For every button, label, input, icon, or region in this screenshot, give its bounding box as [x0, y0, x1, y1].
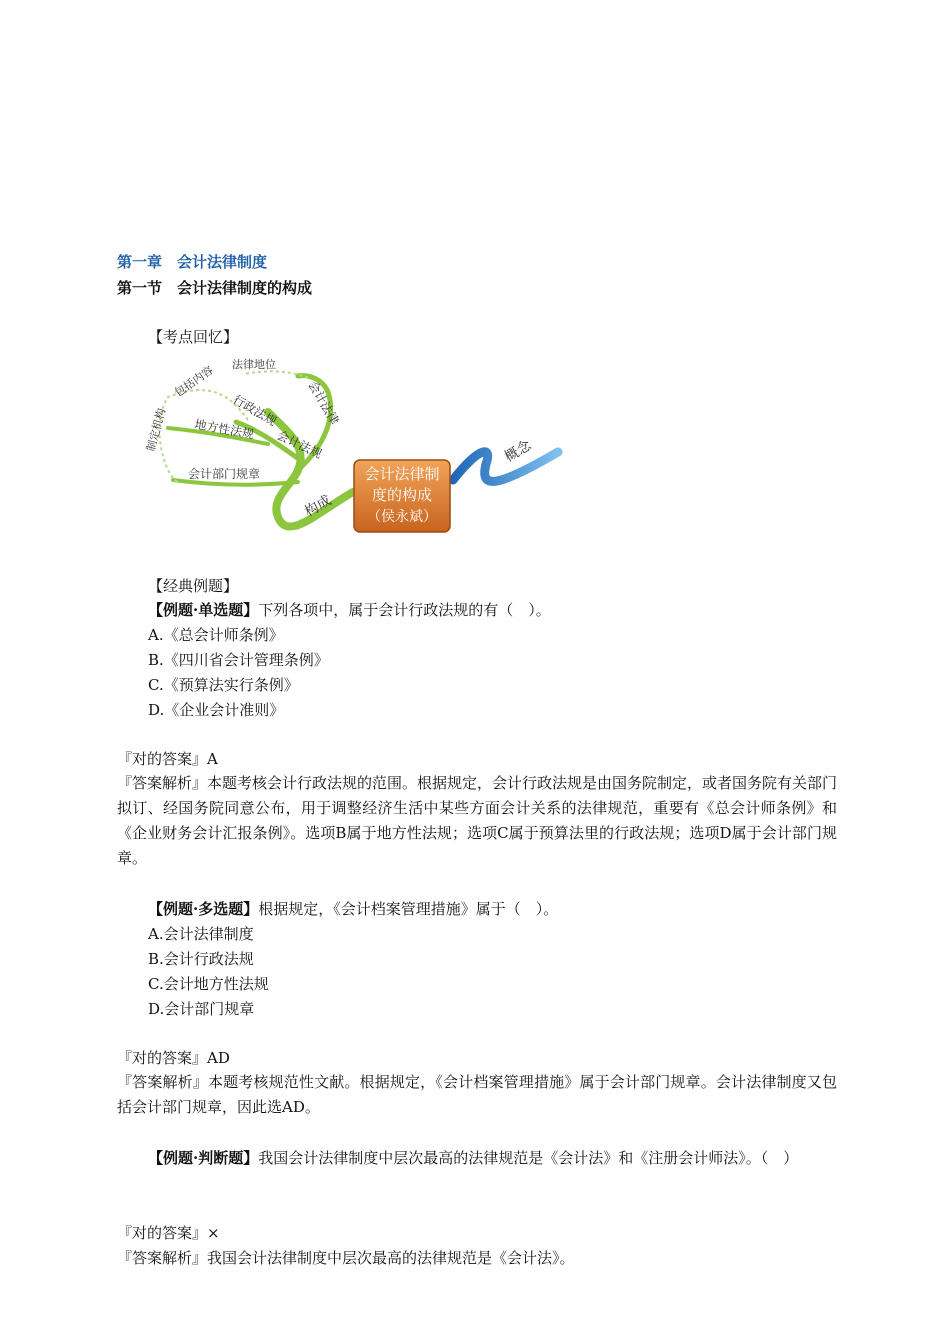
q2-answer: 『对的答案』AD [117, 1049, 230, 1067]
node-law: 会计法律 [305, 378, 342, 428]
q1-stem: 下列各项中，属于会计行政法规的有（ ）。 [258, 601, 551, 619]
mindmap-diagram [144, 352, 568, 557]
q2-analysis: 『答案解析』本题考核规范性文献。根据规定，《会计档案管理措施》属于会计部门规章。会计法律制度又包括会计部门规章，因此选AD。 [117, 1073, 837, 1116]
q2-option-c: C.会计地方性法规 [148, 975, 269, 993]
note-agency: 制定机构 [144, 406, 169, 453]
q2-option-a: A.会计法律制度 [148, 925, 254, 943]
section-title: 第一节 会计法律制度的构成 [117, 279, 313, 297]
chapter-title: 第一章 会计法律制度 [117, 253, 268, 271]
q1-option-a: A.《总会计师条例》 [148, 626, 284, 644]
note-status: 法律地位 [232, 358, 276, 371]
note-content: 包括内容 [172, 363, 216, 400]
q3-stem: 我国会计法律制度中层次最高的法律规范是《会计法》和《注册会计师法》。（ ） [258, 1149, 799, 1167]
node-dept: 会计部门规章 [188, 467, 261, 481]
q1-stem-line [148, 598, 551, 622]
q2-option-b: B.会计行政法规 [148, 950, 254, 968]
q2-tag: 【例题·多选题】 [148, 900, 259, 918]
q3-analysis: 『答案解析』我国会计法律制度中层次最高的法律规范是《会计法》。 [117, 1249, 575, 1267]
review-label: 【考点回忆】 [148, 328, 239, 346]
node-admin: 行政法规 [230, 392, 280, 429]
q2-stem-line [148, 897, 558, 921]
q2-option-d: D.会计部门规章 [148, 1000, 255, 1018]
q3-answer: 『对的答案』× [117, 1224, 220, 1242]
q1-option-d: D.《企业会计准则》 [148, 701, 285, 719]
q1-analysis: 『答案解析』本题考核会计行政法规的范围。根据规定，会计行政法规是由国务院制定，或者国务院有关部门拟订、经国务院同意公布，用于调整经济生活中某些方面会计关系的法律规范，重要有《总会计师条例》和《企业财务会计汇报条例》。选项B属于地方性法规；选项C属于预算法里的行政法规；选项D属于会计部门规章。 [117, 774, 838, 867]
node-admin-reg: 会计法规 [274, 428, 325, 462]
node-concept: 概念 [502, 437, 535, 466]
q1-answer: 『对的答案』A [117, 750, 218, 768]
center-line-1: 会计法律制 [364, 465, 440, 483]
q2-stem: 根据规定，《会计档案管理措施》属于（ ）。 [258, 900, 559, 918]
q1-option-b: B.《四川省会计管理条例》 [148, 651, 329, 669]
center-line-3: （侯永斌） [367, 509, 437, 525]
node-local: 地方性法规 [193, 417, 256, 442]
q1-option-c: C.《预算法实行条例》 [148, 676, 299, 694]
examples-label: 【经典例题】 [148, 577, 239, 595]
q3-tag: 【例题·判断题】 [148, 1149, 259, 1167]
q1-tag: 【例题·单选题】 [148, 601, 259, 619]
node-composition: 构成 [302, 492, 335, 521]
center-line-2: 度的构成 [371, 486, 433, 504]
q3-stem-line [117, 1146, 847, 1171]
